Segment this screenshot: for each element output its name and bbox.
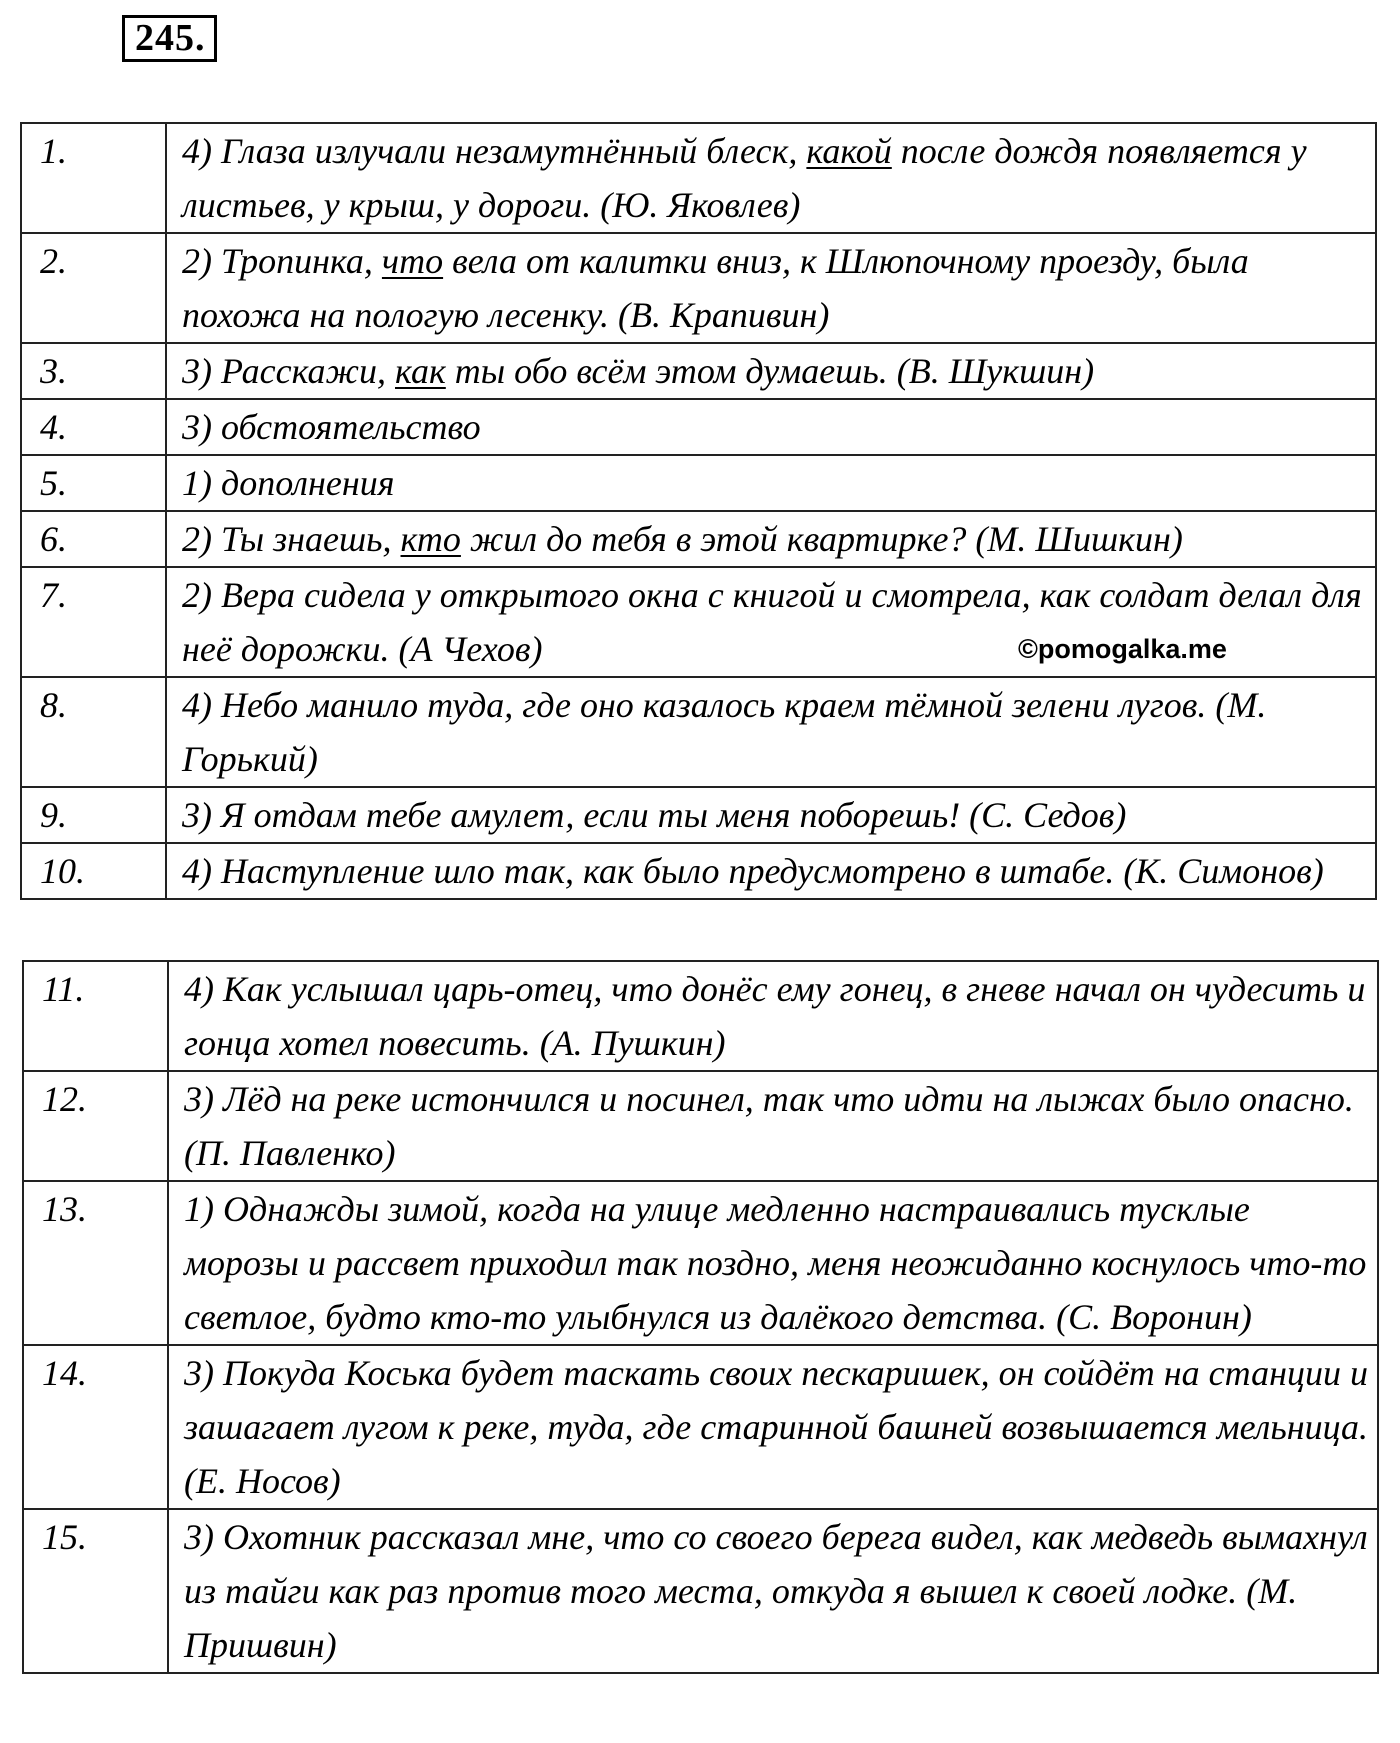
- row-number: 7.: [21, 567, 166, 677]
- answer-text: 2) Вера сидела у открытого окна с книгой и смотрела, как солдат делал для неё дорожки. (А Чехов): [182, 575, 1362, 669]
- table-row: [21, 343, 1376, 399]
- table-row: [23, 1071, 1378, 1181]
- answer-text: 4) Глаза излучали незамутнённый блеск,: [182, 131, 807, 171]
- answer-text: 3) Я отдам тебе амулет, если ты меня поборешь! (С. Седов): [182, 795, 1127, 835]
- answer-text-continued: ты обо всём этом думаешь. (В. Шукшин): [445, 351, 1095, 391]
- row-answer: [166, 343, 1376, 399]
- answer-text-continued: после дождя появляется у листьев, у крыш, у дороги. (Ю. Яковлев): [182, 131, 1307, 225]
- table-row: [21, 233, 1376, 343]
- row-answer: [168, 1181, 1378, 1345]
- row-number: 5.: [21, 455, 166, 511]
- answer-text: 3) Охотник рассказал мне, что со своего берега видел, как медведь вымахнул из тайги как раз против того места, откуда я вышел к своей лодке. (М. Пришвин): [184, 1517, 1368, 1665]
- underlined-conjunctive-word: какой: [806, 131, 892, 171]
- table-row: [21, 843, 1376, 899]
- underlined-conjunctive-word: что: [381, 241, 444, 281]
- row-answer: [168, 1345, 1378, 1509]
- table-row: [21, 677, 1376, 787]
- answer-text: 2) Тропинка,: [182, 241, 382, 281]
- row-number: 1.: [21, 123, 166, 233]
- row-number: 12.: [23, 1071, 168, 1181]
- row-number: 10.: [21, 843, 166, 899]
- row-number: 9.: [21, 787, 166, 843]
- row-number: 14.: [23, 1345, 168, 1509]
- row-number: 6.: [21, 511, 166, 567]
- answer-text-continued: вела от калитки вниз, к Шлюпочному проезду, была похожа на пологую лесенку. (В. Крапивин): [182, 241, 1249, 335]
- answer-text-continued: жил до тебя в этой квартирке? (М. Шишкин): [460, 519, 1183, 559]
- table-row: [21, 399, 1376, 455]
- row-number: 4.: [21, 399, 166, 455]
- answer-text: 4) Наступление шло так, как было предусмотрено в штабе. (К. Симонов): [182, 851, 1324, 891]
- answer-text: 3) обстоятельство: [182, 407, 481, 447]
- row-answer: [166, 233, 1376, 343]
- table-row: [21, 787, 1376, 843]
- row-answer: [166, 123, 1376, 233]
- answer-text: 1) Однажды зимой, когда на улице медленно настраивались тусклые морозы и рассвет приходил так поздно, меня неожиданно коснулось что-то светлое, будто кто-то улыбнулся из далёкого детства. (С. Воронин): [184, 1189, 1367, 1337]
- row-answer: [166, 677, 1376, 787]
- row-answer: [168, 961, 1378, 1071]
- answer-text: 4) Как услышал царь-отец, что донёс ему гонец, в гневе начал он чудесить и гонца хотел повесить. (А. Пушкин): [184, 969, 1366, 1063]
- watermark: ©pomogalka.me: [1018, 634, 1227, 664]
- answer-text: 3) Расскажи,: [182, 351, 395, 391]
- table-row: [23, 1181, 1378, 1345]
- table-row: [23, 1345, 1378, 1509]
- row-number: 13.: [23, 1181, 168, 1345]
- row-answer: [168, 1509, 1378, 1673]
- underlined-conjunctive-word: кто: [400, 519, 461, 559]
- underlined-conjunctive-word: как: [395, 351, 446, 391]
- row-answer: [166, 787, 1376, 843]
- row-answer: [166, 455, 1376, 511]
- answer-text: 2) Ты знаешь,: [182, 519, 401, 559]
- row-answer: [166, 511, 1376, 567]
- answer-text: 3) Покуда Коська будет таскать своих пескаришек, он сойдёт на станции и зашагает лугом к реке, туда, где старинной башней возвышается мельница. (Е. Носов): [184, 1353, 1369, 1501]
- answer-text: 4) Небо манило туда, где оно казалось краем тёмной зелени лугов. (М. Горький): [182, 685, 1267, 779]
- table-row: [23, 961, 1378, 1071]
- row-answer: [166, 399, 1376, 455]
- table-row: [23, 1509, 1378, 1673]
- row-number: 11.: [23, 961, 168, 1071]
- table-row: [21, 455, 1376, 511]
- table-row: [21, 511, 1376, 567]
- answer-text: 1) дополнения: [182, 463, 395, 503]
- answers-table-2: [22, 960, 1379, 1674]
- answers-table-1: [20, 122, 1377, 900]
- row-answer: [166, 843, 1376, 899]
- row-number: 15.: [23, 1509, 168, 1673]
- row-number: 8.: [21, 677, 166, 787]
- answer-text: 3) Лёд на реке истончился и посинел, так что идти на лыжах было опасно. (П. Павленко): [184, 1079, 1354, 1173]
- row-number: 2.: [21, 233, 166, 343]
- row-answer: [168, 1071, 1378, 1181]
- exercise-number: 245.: [122, 15, 217, 62]
- row-number: 3.: [21, 343, 166, 399]
- table-row: [21, 123, 1376, 233]
